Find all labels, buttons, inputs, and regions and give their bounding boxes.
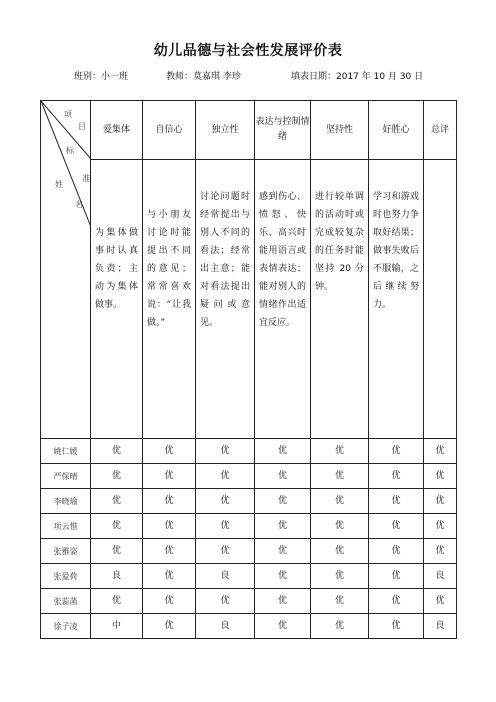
grade-cell: 优 (424, 589, 457, 614)
grade-cell: 优 (143, 464, 196, 489)
grade-cell: 优 (143, 614, 196, 639)
grade-cell: 优 (311, 439, 369, 464)
grade-cell: 优 (369, 464, 424, 489)
grade-cell: 优 (91, 439, 143, 464)
grade-cell: 优 (143, 514, 196, 539)
student-name: 严保晴 (41, 464, 91, 489)
grade-cell: 优 (369, 614, 424, 639)
grade-cell: 优 (369, 489, 424, 514)
student-name: 项云惜 (41, 514, 91, 539)
grade-cell: 优 (311, 589, 369, 614)
grade-cell: 优 (255, 564, 311, 589)
grade-cell: 优 (255, 439, 311, 464)
date-info: 填表日期：2017 年 10 月 30 日 (291, 72, 424, 82)
criteria-confidence: 与小朋友讨论时能提出不同的意见；常常喜欢说：“让我做。” (143, 160, 196, 439)
table-row (41, 614, 457, 639)
grade-cell: 优 (424, 489, 457, 514)
grade-cell: 优 (91, 589, 143, 614)
grade-cell: 优 (369, 539, 424, 564)
corner-criterion-label-2: 准 (82, 174, 90, 183)
grade-cell: 优 (311, 614, 369, 639)
student-name: 李晓瑜 (41, 489, 91, 514)
grade-cell: 优 (424, 439, 457, 464)
grade-cell: 优 (143, 564, 196, 589)
grade-cell: 中 (91, 614, 143, 639)
class-info: 班别：小一班 (74, 72, 129, 82)
corner-name-label-2: 名 (75, 200, 83, 209)
grade-cell: 优 (311, 564, 369, 589)
grade-cell: 优 (255, 464, 311, 489)
grade-cell: 优 (311, 539, 369, 564)
grade-cell: 优 (196, 589, 255, 614)
header-row (41, 101, 457, 160)
student-name: 徐子凌 (41, 614, 91, 639)
column-header-emotion: 表达与控制情绪 (255, 101, 311, 160)
column-header-independence: 独立性 (196, 101, 255, 160)
student-name: 张爱荷 (41, 564, 91, 589)
evaluation-table (40, 100, 457, 639)
corner-item-label-1: 项 (64, 110, 72, 119)
grade-cell: 优 (311, 464, 369, 489)
criteria-emotion: 感到伤心、愤怒、快乐、高兴时能用语言或表情表达；能对别人的情绪作出适宜反应。 (255, 160, 311, 439)
corner-criterion-label-1: 标 (66, 146, 74, 155)
corner-name-label-1: 姓 (55, 180, 63, 189)
diagonal-header-cell (41, 101, 91, 439)
grade-cell: 优 (424, 539, 457, 564)
student-name: 张蕊菡 (41, 589, 91, 614)
grade-cell: 优 (91, 514, 143, 539)
grade-cell: 优 (143, 489, 196, 514)
student-rows (41, 439, 457, 639)
criteria-competitiveness: 学习和游戏时也努力争取好结果；做事失败后不服输，之后继续努力。 (369, 160, 424, 439)
grade-cell: 优 (255, 614, 311, 639)
grade-cell: 优 (143, 539, 196, 564)
grade-cell: 优 (196, 514, 255, 539)
grade-cell: 优 (91, 489, 143, 514)
grade-cell: 良 (196, 614, 255, 639)
grade-cell: 良 (91, 564, 143, 589)
table-row (41, 464, 457, 489)
column-header-collective: 爱集体 (91, 101, 143, 160)
column-header-overall: 总评 (424, 101, 457, 160)
grade-cell: 优 (369, 589, 424, 614)
grade-cell: 良 (196, 564, 255, 589)
grade-cell: 优 (196, 464, 255, 489)
grade-cell: 优 (91, 464, 143, 489)
grade-cell: 优 (91, 539, 143, 564)
grade-cell: 优 (255, 514, 311, 539)
student-name: 张雅姿 (41, 539, 91, 564)
column-header-persistence: 坚持性 (311, 101, 369, 160)
grade-cell: 优 (196, 489, 255, 514)
criteria-independence: 讨论问题时经常提出与别人不同的看法；经常出主意；能对看法提出疑问或意见。 (196, 160, 255, 439)
grade-cell: 优 (255, 489, 311, 514)
grade-cell: 优 (369, 439, 424, 464)
grade-cell: 良 (424, 564, 457, 589)
grade-cell: 优 (196, 539, 255, 564)
table-row (41, 489, 457, 514)
teacher-info: 教师：莫嘉琪 李珍 (166, 72, 241, 82)
grade-cell: 优 (424, 514, 457, 539)
table-row (41, 539, 457, 564)
grade-cell: 优 (369, 514, 424, 539)
grade-cell: 优 (255, 539, 311, 564)
table-row (41, 439, 457, 464)
grade-cell: 优 (143, 589, 196, 614)
grade-cell: 优 (311, 489, 369, 514)
column-header-competitiveness: 好胜心 (369, 101, 424, 160)
grade-cell: 优 (255, 589, 311, 614)
table-row (41, 564, 457, 589)
grade-cell: 良 (424, 614, 457, 639)
grade-cell: 优 (311, 514, 369, 539)
page-title: 幼儿品德与社会性发展评价表 (153, 43, 343, 59)
corner-item-label-2: 目 (78, 122, 86, 131)
criteria-persistence: 进行较单调的活动时或完成较复杂的任务时能坚持 20 分钟。 (311, 160, 369, 439)
criteria-row (41, 160, 457, 439)
grade-cell: 优 (196, 439, 255, 464)
criteria-collective: 为集体做事时认真负责；主动为集体做事。 (91, 160, 143, 439)
table-row (41, 514, 457, 539)
grade-cell: 优 (369, 564, 424, 589)
criteria-overall (424, 160, 457, 439)
table-row (41, 589, 457, 614)
grade-cell: 优 (143, 439, 196, 464)
column-header-confidence: 自信心 (143, 101, 196, 160)
grade-cell: 优 (424, 464, 457, 489)
student-name: 姚仁媛 (41, 439, 91, 464)
